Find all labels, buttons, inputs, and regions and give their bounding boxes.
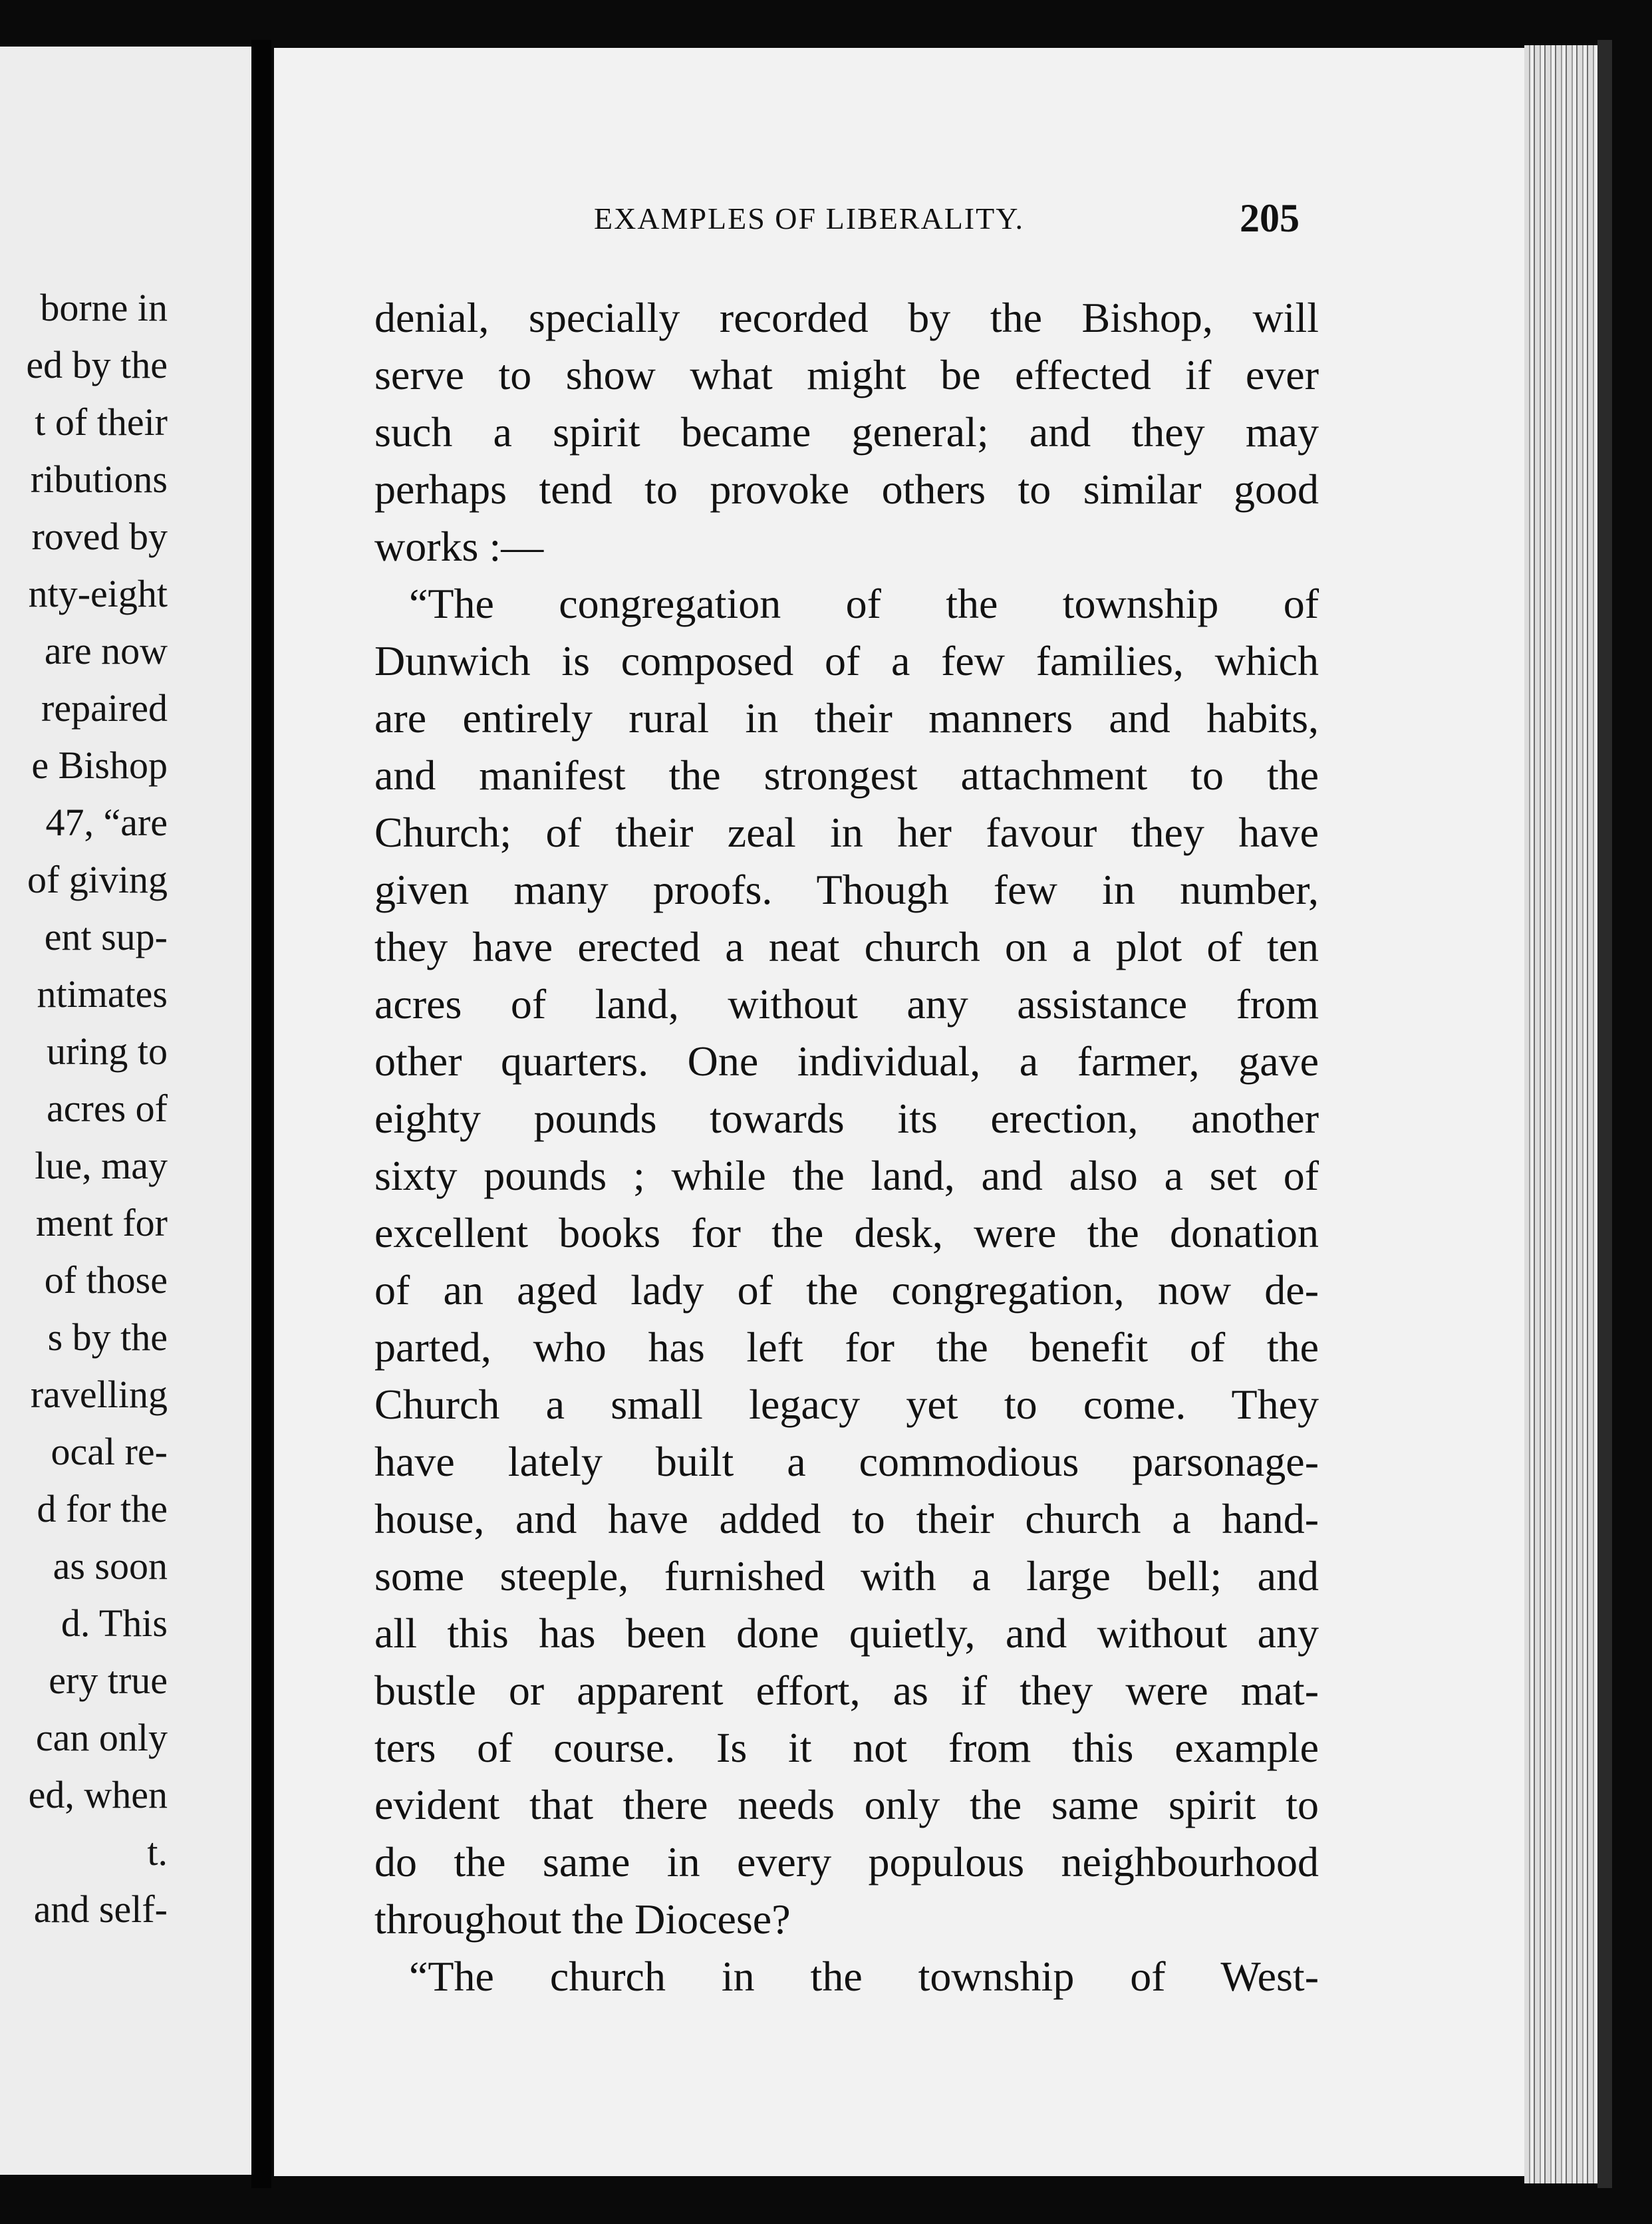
left-page-line: 47, “are xyxy=(45,801,168,844)
body-text-line: acres of land, without any assistance from xyxy=(374,980,1319,1028)
body-text-line: excellent books for the desk, were the donation xyxy=(374,1209,1319,1256)
body-text-line: they have erected a neat church on a plot of ten xyxy=(374,923,1319,970)
body-text-line: Church a small legacy yet to come. They xyxy=(374,1381,1319,1428)
left-page-line: can only xyxy=(35,1716,168,1759)
body-text-line: other quarters. One individual, a farmer, gave xyxy=(374,1038,1319,1085)
left-page-line: ed, when xyxy=(28,1773,168,1816)
left-page-line: borne in xyxy=(40,286,168,329)
left-page-line: t of their xyxy=(35,400,168,444)
body-text-line: some steeple, furnished with a large bell; and xyxy=(374,1552,1319,1599)
body-text-line: works :— xyxy=(374,523,544,570)
body-text-line: bustle or apparent effort, as if they were mat- xyxy=(374,1667,1319,1714)
left-page-line: d for the xyxy=(37,1487,168,1530)
left-page-line: acres of xyxy=(47,1087,168,1130)
left-page-line: of giving xyxy=(27,858,168,901)
body-text-line: given many proofs. Though few in number, xyxy=(374,866,1319,913)
left-page-line: roved by xyxy=(31,515,168,558)
left-page-line: as soon xyxy=(53,1544,168,1588)
left-page-line: ent sup- xyxy=(44,915,168,958)
previous-page-fragment xyxy=(0,47,251,2175)
left-page-line: uring to xyxy=(46,1030,168,1073)
body-text-line: parted, who has left for the benefit of the xyxy=(374,1323,1319,1371)
page-edge-shadow xyxy=(1597,40,1612,2188)
body-text-line: serve to show what might be effected if ever xyxy=(374,351,1319,398)
left-page-line: repaired xyxy=(41,686,168,730)
left-page-line: ntimates xyxy=(37,972,168,1016)
left-page-line: of those xyxy=(44,1258,168,1302)
body-text-line: “The church in the township of West- xyxy=(409,1953,1319,2000)
left-page-line: ment for xyxy=(35,1201,168,1244)
book-gutter xyxy=(251,40,271,2188)
left-page-line: d. This xyxy=(61,1601,168,1645)
page-number: 205 xyxy=(1240,196,1300,240)
body-text-line: are entirely rural in their manners and habits, xyxy=(374,694,1319,742)
body-text-line: have lately built a commodious parsonage- xyxy=(374,1438,1319,1485)
left-page-line: e Bishop xyxy=(31,744,168,787)
body-text-line: eighty pounds towards its erection, another xyxy=(374,1095,1319,1142)
left-page-line: lue, may xyxy=(35,1144,168,1187)
body-text-line: and manifest the strongest attachment to the xyxy=(374,752,1319,799)
left-page-line: nty-eight xyxy=(28,572,168,615)
body-text-line: do the same in every populous neighbourhood xyxy=(374,1838,1319,1885)
body-text-line: sixty pounds ; while the land, and also a set of xyxy=(374,1152,1319,1199)
body-text-line: denial, specially recorded by the Bishop, will xyxy=(374,294,1319,341)
left-page-line: ery true xyxy=(49,1659,168,1702)
body-text-line: all this has been done quietly, and without any xyxy=(374,1609,1319,1657)
left-page-line: ed by the xyxy=(26,343,168,386)
body-text-line: Church; of their zeal in her favour they have xyxy=(374,809,1319,856)
body-text-line: house, and have added to their church a hand- xyxy=(374,1495,1319,1542)
left-page-line: s by the xyxy=(47,1316,168,1359)
body-text-line: perhaps tend to provoke others to similar good xyxy=(374,466,1319,513)
running-head: EXAMPLES OF LIBERALITY. xyxy=(594,202,1025,235)
body-text-line: evident that there needs only the same spirit to xyxy=(374,1781,1319,1828)
left-page-line: ributions xyxy=(30,458,168,501)
body-text-line: “The congregation of the township of xyxy=(409,580,1319,627)
body-text-line: such a spirit became general; and they may xyxy=(374,408,1319,456)
body-text-line: of an aged lady of the congregation, now de- xyxy=(374,1266,1319,1314)
left-page-line: are now xyxy=(44,629,168,672)
body-text-line: ters of course. Is it not from this example xyxy=(374,1724,1319,1771)
left-page-line: ocal re- xyxy=(51,1430,168,1473)
left-page-line: and self- xyxy=(33,1887,168,1931)
left-page-line: t. xyxy=(147,1830,168,1874)
body-text-line: throughout the Diocese? xyxy=(374,1895,791,1943)
body-text-line: Dunwich is composed of a few families, which xyxy=(374,637,1319,684)
left-page-line: ravelling xyxy=(30,1373,168,1416)
page-edges xyxy=(1524,45,1597,2183)
